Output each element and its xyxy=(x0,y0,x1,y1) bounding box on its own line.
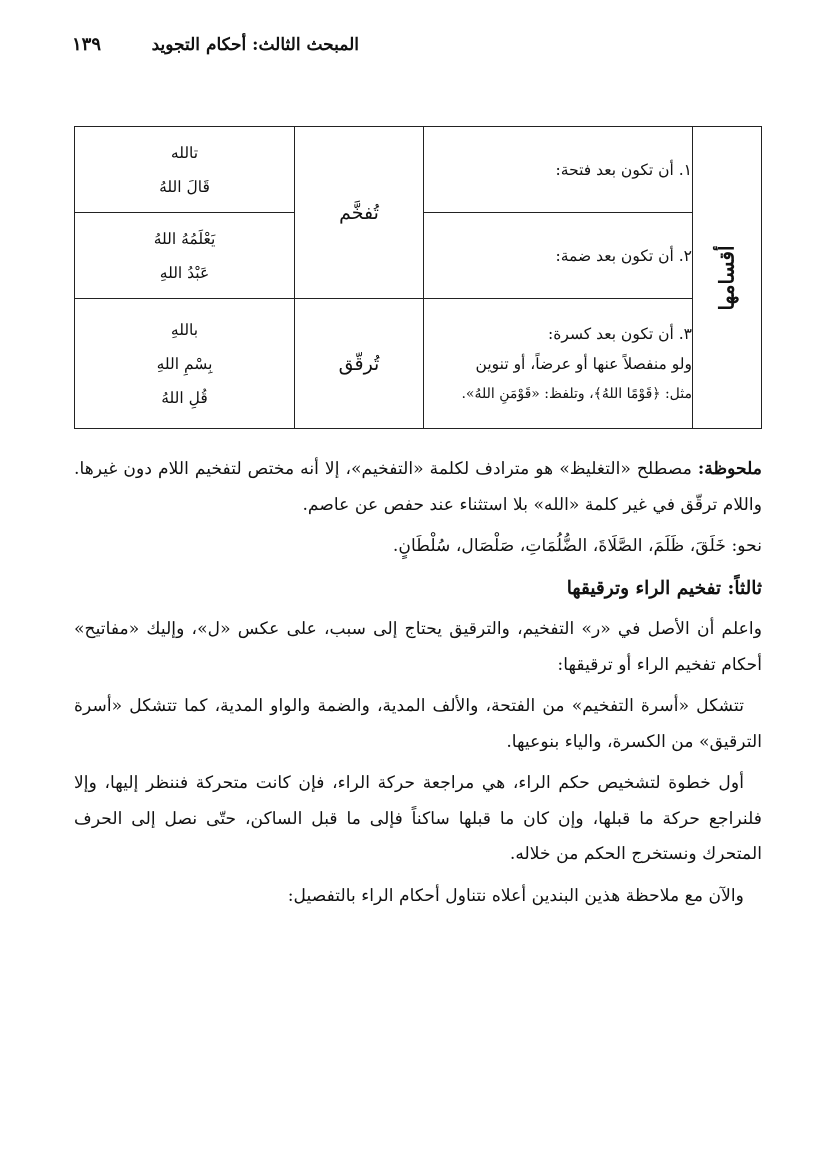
example-cell xyxy=(75,299,295,429)
example: قَالَ اللهُ xyxy=(159,177,210,196)
example: بِسْمِ اللهِ xyxy=(156,354,213,373)
note-text: مصطلح «التغليظ» هو مترادف لكلمة «التفخيم»، إلا أنه مختص لتفخيم اللام دون غيرها. واللام ترقّق في غير كلمة «الله» بلا استثناء عند حفص عن عاصم. xyxy=(74,459,762,515)
side-label-cell xyxy=(693,127,762,429)
ruling-tafkhim: تُفخَّم xyxy=(339,201,379,224)
rule-cell xyxy=(424,299,693,429)
rule-line: ٣. أن تكون بعد كسرة: xyxy=(548,324,692,343)
note-label: ملحوظة: xyxy=(697,459,762,479)
rule-line: مثل: ﴿قَوْمًا اللهُ﴾، وتلفظ: «قَوْمَنِ اللهُ». xyxy=(461,385,692,402)
table-row xyxy=(75,127,762,213)
table-row xyxy=(75,299,762,429)
paragraph: أول خطوة لتشخيص حكم الراء، هي مراجعة حركة الراء، فإن كانت متحركة فننظر إليها، وإلا فلنراجع حركة ما قبلها، وإن كان ما قبلها ساكناً فإلى ما قبل الساكن، حتّى نصل إلى الحرف المتحرك ونستخرج الحكم من خلاله. xyxy=(74,773,762,864)
ruling-tarqiq: تُرقّق xyxy=(338,352,380,375)
example-cell xyxy=(75,213,295,299)
paragraph: تتشكل «أسرة التفخيم» من الفتحة، والألف المدية، والضمة والواو المدية، كما تتشكل «أسرة الترقيق» من الكسرة، والياء بنوعيها. xyxy=(74,696,762,752)
section-title: ثالثاً: تفخيم الراء وترقيقها xyxy=(566,577,762,599)
rule-line: ١. أن تكون بعد فتحة: xyxy=(555,160,692,179)
example: قُلِ اللهُ xyxy=(161,388,208,407)
side-label: أقسامها xyxy=(714,244,739,311)
paragraph: والآن مع ملاحظة هذين البندين أعلاه نتناول أحكام الراء بالتفصيل: xyxy=(287,885,744,906)
rule-cell xyxy=(424,213,693,299)
example: باللهِ xyxy=(170,320,199,339)
chapter-title: المبحث الثالث: أحكام التجويد xyxy=(151,34,359,55)
page-number: ١٣٩ xyxy=(72,34,102,55)
example: عَبْدُ اللهِ xyxy=(159,263,210,282)
ruling-cell-tarqiq xyxy=(295,299,424,429)
ruling-cell-tafkhim xyxy=(295,127,424,299)
example: يَعْلَمُهُ اللهُ xyxy=(153,229,216,248)
rule-line: ٢. أن تكون بعد ضمة: xyxy=(555,246,692,265)
body-text xyxy=(74,452,762,920)
example: تالله xyxy=(170,143,199,162)
paragraph: واعلم أن الأصل في «ر» التفخيم، والترقيق يحتاج إلى سبب، على عكس «ل»، وإليك «مفاتيح» أحكام تفخيم الراء أو ترقيقها: xyxy=(74,619,762,675)
examples-line: نحو: خَلَقَ، ظَلَمَ، الصَّلَاةَ، الضُّلُمَاتِ، صَلْصَال، سُلْطَانٍ. xyxy=(392,536,762,556)
rule-line: ولو منفصلاً عنها أو عرضاً، أو تنوين xyxy=(475,354,692,373)
example-cell xyxy=(75,127,295,213)
rule-cell xyxy=(424,127,693,213)
note-paragraph xyxy=(74,452,762,523)
rules-table xyxy=(74,126,762,429)
page-header xyxy=(72,34,359,55)
